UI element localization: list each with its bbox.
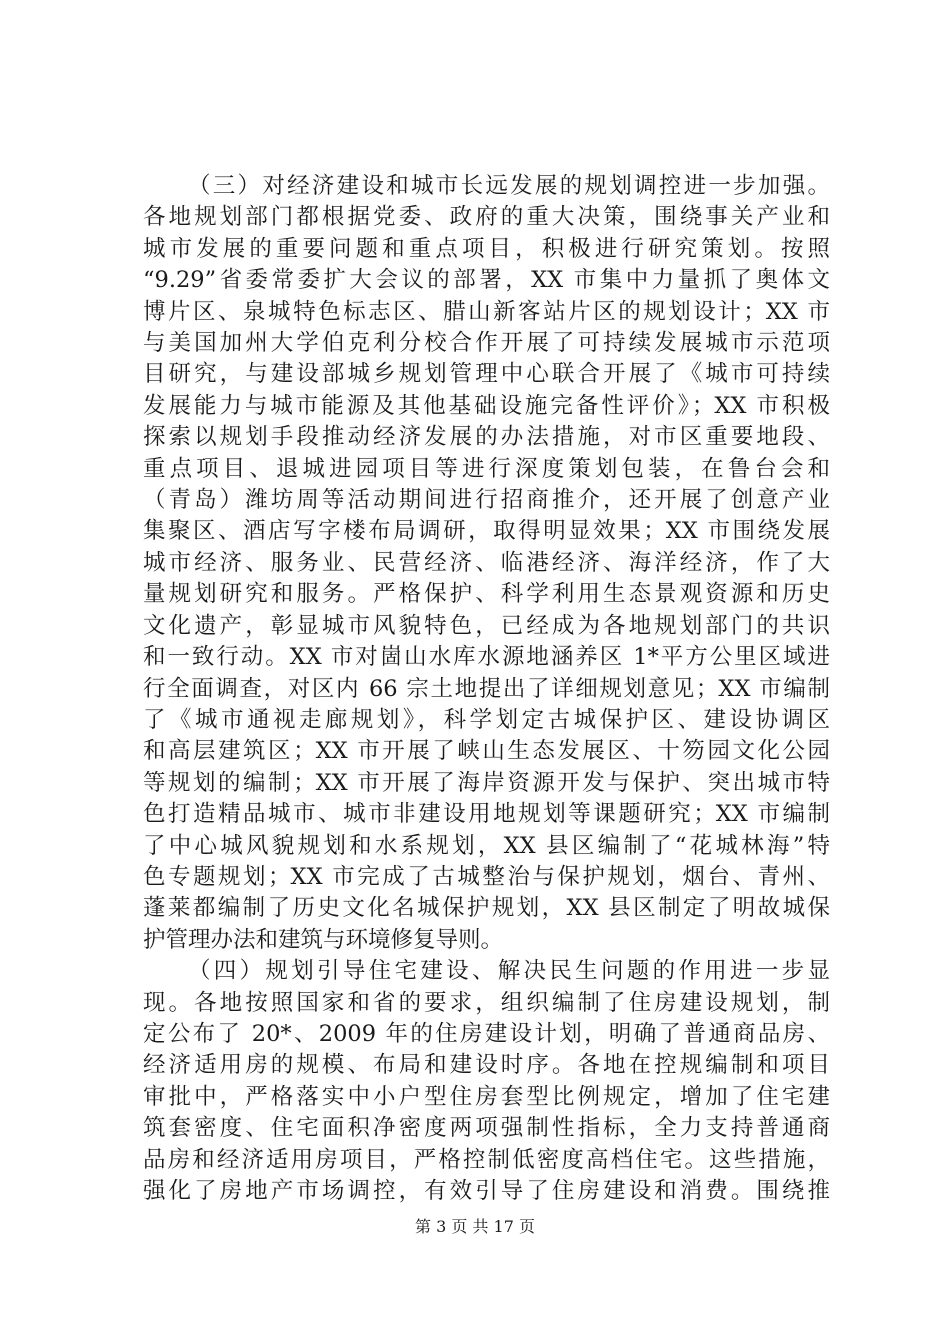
text-line: 与美国加州大学伯克利分校合作开展了可持续发展城市示范项	[143, 330, 830, 357]
text-line: 筑套密度、住宅面积净密度两项强制性指标，全力支持普通商	[143, 1115, 830, 1142]
text-line: 目研究，与建设部城乡规划管理中心联合开展了《城市可持续	[143, 361, 830, 388]
text-line: 审批中，严格落实中小户型住房套型比例规定，增加了住宅建	[143, 1083, 830, 1110]
text-line: “9.29”省委常委扩大会议的部署，XX 市集中力量抓了奥体文	[143, 267, 830, 294]
text-line: 发展能力与城市能源及其他基础设施完备性评价》；XX 市积极	[143, 392, 830, 419]
text-line: 重点项目、退城进园项目等进行深度策划包装，在鲁台会和	[143, 455, 830, 482]
text-line: 集聚区、酒店写字楼布局调研，取得明显效果；XX 市围绕发展	[143, 518, 830, 545]
paragraph-3	[143, 171, 830, 956]
text-line: 蓬莱都编制了历史文化名城保护规划，XX 县区制定了明故城保	[143, 895, 830, 922]
page-number: 第 3 页 共 17 页	[415, 1217, 535, 1236]
page-footer	[0, 1214, 950, 1237]
text-line: 色专题规划；XX 市完成了古城整治与保护规划，烟台、青州、	[143, 863, 830, 890]
body-text	[143, 171, 830, 1207]
text-line: 行全面调查，对区内 66 宗土地提出了详细规划意见；XX 市编制	[143, 675, 830, 702]
text-line: 强化了房地产市场调控，有效引导了住房建设和消费。围绕推	[143, 1178, 830, 1204]
text-line: 护管理办法和建筑与环境修复导则。	[143, 926, 504, 953]
text-line: 了中心城风貌规划和水系规划，XX 县区编制了“花城林海”特	[143, 832, 830, 859]
text-line: 探索以规划手段推动经济发展的办法措施，对市区重要地段、	[143, 424, 830, 451]
text-line: 了《城市通视走廊规划》，科学划定古城保护区、建设协调区	[143, 706, 830, 733]
text-line: 品房和经济适用房项目，严格控制低密度高档住宅。这些措施，	[143, 1146, 830, 1173]
text-line: 量规划研究和服务。严格保护、科学利用生态景观资源和历史	[143, 581, 830, 608]
text-line: （四）规划引导住宅建设、解决民生问题的作用进一步显	[188, 958, 830, 985]
text-line: 城市发展的重要问题和重点项目，积极进行研究策划。按照	[143, 235, 830, 262]
text-line: 和一致行动。XX 市对崮山水库水源地涵养区 1*平方公里区域进	[143, 644, 830, 671]
text-line: （青岛）潍坊周等活动期间进行招商推介，还开展了创意产业	[143, 487, 830, 514]
text-line: 等规划的编制；XX 市开展了海岸资源开发与保护、突出城市特	[143, 769, 830, 796]
text-line: 文化遗产，彰显城市风貌特色，已经成为各地规划部门的共识	[143, 612, 830, 639]
text-line: 和高层建筑区；XX 市开展了峡山生态发展区、十笏园文化公园	[143, 738, 830, 765]
text-line: 博片区、泉城特色标志区、腊山新客站片区的规划设计；XX 市	[143, 298, 830, 325]
text-line: 经济适用房的规模、布局和建设时序。各地在控规编制和项目	[143, 1052, 830, 1079]
text-line: 各地规划部门都根据党委、政府的重大决策，围绕事关产业和	[143, 204, 830, 231]
text-line: 城市经济、服务业、民营经济、临港经济、海洋经济，作了大	[143, 549, 830, 576]
text-line: 现。各地按照国家和省的要求，组织编制了住房建设规划，制	[143, 989, 830, 1016]
text-line: （三）对经济建设和城市长远发展的规划调控进一步加强。	[188, 173, 830, 199]
text-line: 定公布了 20*、2009 年的住房建设计划，明确了普通商品房、	[143, 1020, 830, 1047]
text-line: 色打造精品城市、城市非建设用地规划等课题研究；XX 市编制	[143, 801, 830, 828]
paragraph-4	[143, 956, 830, 1207]
